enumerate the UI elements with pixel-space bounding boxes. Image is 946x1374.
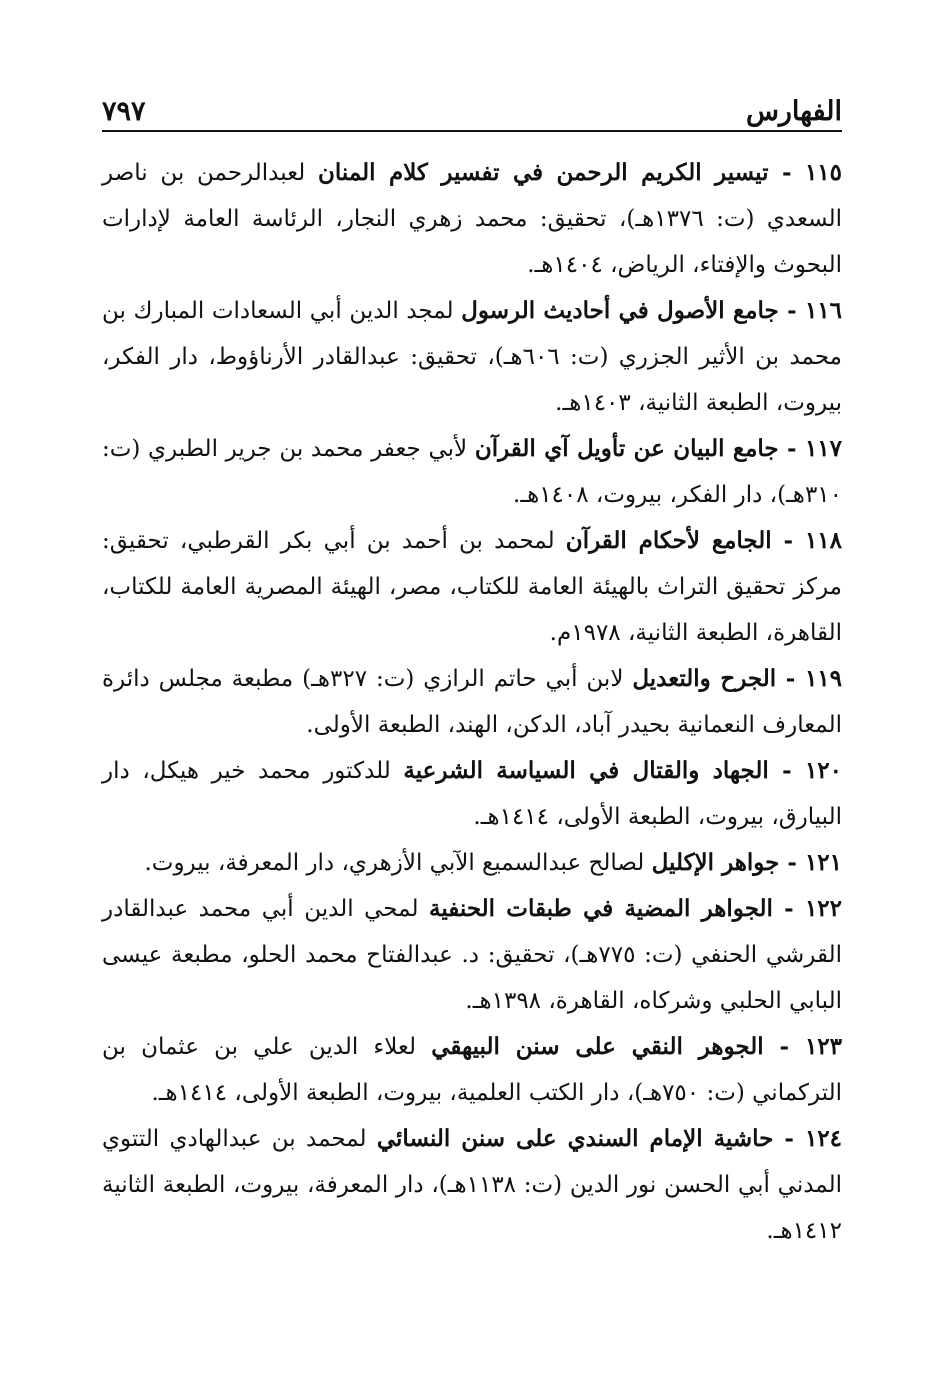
entry-title: جامع البيان عن تأويل آي القرآن [474, 435, 779, 462]
entry-number: ١١٧ - [778, 435, 842, 462]
running-title: الفهارس [745, 96, 842, 127]
entry-title: جامع الأصول في أحاديث الرسول [461, 297, 779, 324]
entry-title: جواهر الإكليل [651, 849, 780, 876]
entry-title: الجهاد والقتال في السياسة الشرعية [403, 757, 769, 784]
page-number: ٧٩٧ [102, 96, 146, 127]
bibliography-entry [102, 518, 842, 656]
entry-details: لمجد الدين أبي السعادات المبارك بن محمد بن الأثير الجزري (ت: ٦٠٦هـ)، تحقيق: عبدالقادر الأرناؤوط، دار الفكر، بيروت، الطبعة الثانية، ١٤٠٣هـ. [102, 298, 842, 416]
bibliography-entry [102, 1116, 842, 1254]
entry-number: ١١٩ - [776, 665, 842, 692]
entry-title: الجامع لأحكام القرآن [565, 527, 772, 554]
page-header [102, 88, 842, 132]
bibliography-entry [102, 656, 842, 748]
entry-details: للدكتور محمد خير هيكل، دار البيارق، بيروت، الطبعة الأولى، ١٤١٤هـ. [102, 758, 842, 830]
entry-details: لمحمد بن أحمد بن أبي بكر القرطبي، تحقيق: مركز تحقيق التراث بالهيئة العامة للكتاب، مصر، الهيئة المصرية العامة للكتاب، القاهرة، الطبعة الثانية، ١٩٧٨م. [102, 528, 842, 646]
entry-details: لعلاء الدين علي بن عثمان بن التركماني (ت: ٧٥٠هـ)، دار الكتب العلمية، بيروت، الطبعة الأولى، ١٤١٤هـ. [102, 1034, 842, 1106]
bibliography-entry [102, 150, 842, 288]
bibliography-list [102, 150, 842, 1254]
bibliography-entry [102, 1024, 842, 1116]
entry-title: الجواهر المضية في طبقات الحنفية [428, 895, 773, 922]
entry-details: لعبدالرحمن بن ناصر السعدي (ت: ١٣٧٦هـ)، تحقيق: محمد زهري النجار، الرئاسة العامة لإدارات البحوث والإفتاء، الرياض، ١٤٠٤هـ. [102, 160, 842, 278]
entry-number: ١٢٣ - [763, 1033, 842, 1060]
entry-title: حاشية الإمام السندي على سنن النسائي [376, 1125, 774, 1152]
entry-number: ١٢٢ - [772, 895, 842, 922]
entry-title: الجرح والتعديل [632, 665, 777, 692]
bibliography-entry [102, 840, 842, 886]
entry-number: ١١٥ - [768, 159, 843, 186]
entry-number: ١٢٠ - [768, 757, 842, 784]
entry-title: تيسير الكريم الرحمن في تفسير كلام المنان [318, 159, 769, 186]
bibliography-entry [102, 886, 842, 1024]
entry-number: ١١٦ - [778, 297, 842, 324]
entry-number: ١٢٤ - [773, 1125, 843, 1152]
entry-number: ١١٨ - [771, 527, 842, 554]
entry-title: الجوهر النقي على سنن البيهقي [431, 1033, 764, 1060]
entry-details: لابن أبي حاتم الرازي (ت: ٣٢٧هـ) مطبعة مجلس دائرة المعارف النعمانية بحيدر آباد، الدكن، الهند، الطبعة الأولى. [102, 666, 842, 738]
header-divider [102, 130, 842, 132]
entry-details: لمحي الدين أبي محمد عبدالقادر القرشي الحنفي (ت: ٧٧٥هـ)، تحقيق: د. عبدالفتاح محمد الحلو، مطبعة عيسى البابي الحلبي وشركاه، القاهرة، ١٣٩٨هـ. [102, 896, 842, 1014]
entry-number: ١٢١ - [779, 849, 842, 876]
bibliography-entry [102, 748, 842, 840]
bibliography-entry [102, 288, 842, 426]
entry-details: لأبي جعفر محمد بن جرير الطبري (ت: ٣١٠هـ)، دار الفكر، بيروت، ١٤٠٨هـ. [102, 436, 842, 508]
entry-details: لصالح عبدالسميع الآبي الأزهري، دار المعرفة، بيروت. [144, 850, 652, 876]
entry-details: لمحمد بن عبدالهادي التتوي المدني أبي الحسن نور الدين (ت: ١١٣٨هـ)، دار المعرفة، بيروت، الطبعة الثانية ١٤١٢هـ. [102, 1126, 842, 1244]
bibliography-entry [102, 426, 842, 518]
